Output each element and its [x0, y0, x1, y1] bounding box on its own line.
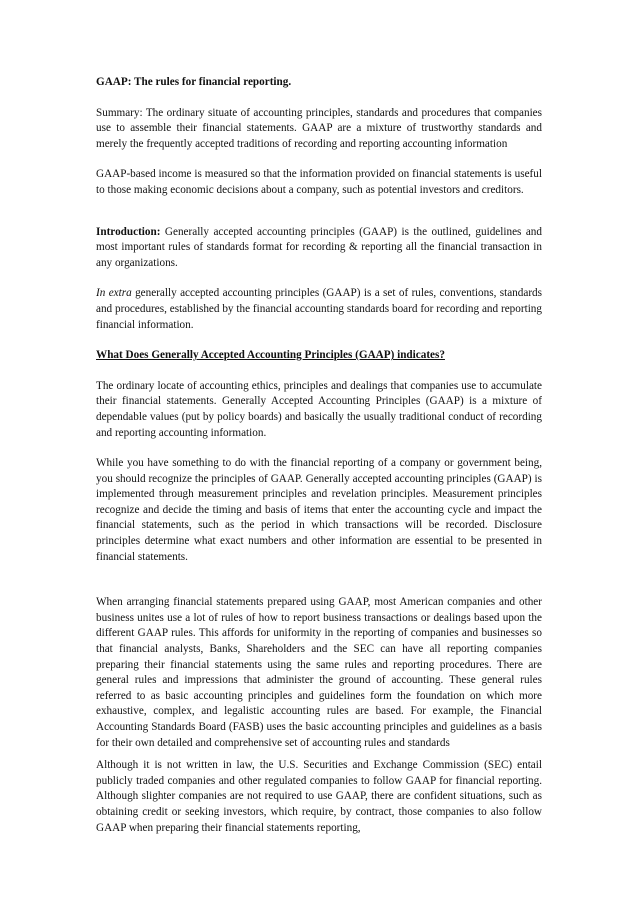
- income-paragraph: GAAP-based income is measured so that the information provided on financial statements is useful to those making economic decisions about a company, such as potential investors and creditors.: [96, 168, 542, 196]
- summary-paragraph: Summary: The ordinary situate of accounting principles, standards and procedures that companies use to assemble their financial statements. GAAP are a mixture of trustworthy standards and merely the frequently accepted traditions of recording and reporting accounting information: [96, 106, 542, 150]
- extra-paragraph: [96, 286, 542, 333]
- when-paragraph: When arranging financial statements prepared using GAAP, most American companies and other business unites use a lot of rules of how to report business transactions or dealings based upon the different GAAP rules. This affords for uniformity in the reporting of companies and businesses so that financial analysts, Banks, Shareholders and the SEC can have all reporting companies preparing their financial statements using the same rules and reporting procedures. There are general rules and impressions that administer the ground of accounting. These general rules referred to as basic accounting principles and guidelines form the foundation on which more exhaustive, complex, and legalistic accounting rules are based. For example, the Financial Accounting Standards Board (FASB) uses the basic accounting principles and guidelines as a basis for their own detailed and comprehensive set of accounting rules and standards: [96, 596, 542, 749]
- introduction-text: Generally accepted accounting principles (GAAP) is the outlined, guidelines and most important rules of standards format for recording & reporting all the financial transaction in any organizations.: [96, 225, 542, 269]
- document-title: GAAP: The rules for financial reporting.: [96, 76, 292, 88]
- while-paragraph: While you have something to do with the financial reporting of a company or government being, you should recognize the principles of GAAP. Generally accepted accounting principles (GAAP) is implemented through measurement principles and revelation principles. Measurement principles recognize and decide the timing and basis of items that enter the accounting cycle and impact the financial statements, such as the period in which transactions will be recorded. Disclosure principles determine what exact numbers and other information are essential to be presented in financial statements.: [96, 457, 542, 563]
- locate-paragraph: The ordinary locate of accounting ethics, principles and dealings that companies use to accumulate their financial statements. Generally Accepted Accounting Principles (GAAP) is a mixture of dependable values (put by policy boards) and basically the usually traditional conduct of recording and reporting accounting information.: [96, 379, 542, 439]
- although-paragraph: Although it is not written in law, the U.S. Securities and Exchange Commission (SEC) entail publicly traded companies and other regulated companies to follow GAAP for financial reporting. Although slighter companies are not required to use GAAP, there are confident situations, such as obtaining credit or seeking investors, which require, by contract, those companies to also follow GAAP when preparing their financial statements reporting,: [96, 759, 542, 834]
- extra-text: generally accepted accounting principles (GAAP) is a set of rules, conventions, standards and procedures, established by the financial accounting standards board for recording and reporting financial information.: [96, 287, 543, 331]
- section-heading: What Does Generally Accepted Accounting Principles (GAAP) indicates?: [96, 349, 445, 362]
- document-page: [96, 75, 542, 851]
- introduction-paragraph: [96, 225, 542, 272]
- introduction-label: Introduction:: [96, 225, 161, 238]
- extra-label: In extra: [96, 287, 132, 300]
